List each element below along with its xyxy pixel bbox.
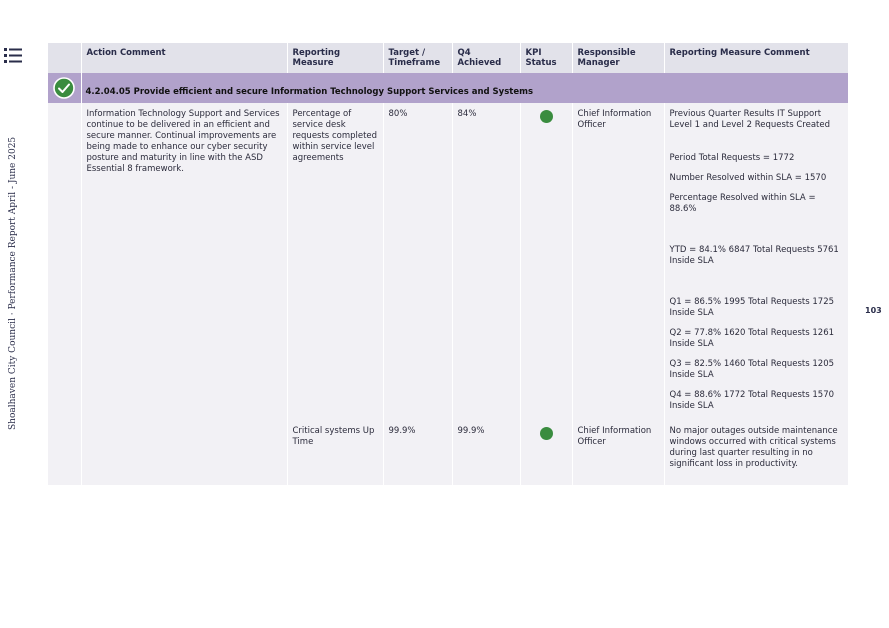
check-circle-icon: [53, 77, 75, 99]
header-kpi-status: KPI Status: [520, 43, 572, 73]
comment-line: Percentage Resolved within SLA = 88.6%: [669, 193, 816, 214]
action-comment-cell: Information Technology Support and Services continue to be delivered in an efficient and secure manner. Continual improvements are being made to enhance our cyber security posture and maturity in line with the ASD Essential 8 framework.: [86, 109, 280, 174]
list-menu-icon[interactable]: [4, 47, 22, 64]
header-responsible-manager: Responsible Manager: [572, 43, 664, 73]
q4-achieved-cell: 84%: [457, 109, 477, 119]
header-blank: [48, 43, 81, 73]
responsible-manager-cell: Chief Information Officer: [577, 109, 652, 130]
action-comment-cell: [82, 420, 287, 426]
comment-line: Previous Quarter Results IT Support Level 1 and Level 2 Requests Created: [669, 109, 830, 130]
target-cell: 99.9%: [388, 426, 416, 436]
comment-line: Period Total Requests = 1772: [669, 153, 795, 163]
header-measure-comment: Reporting Measure Comment: [664, 43, 848, 73]
comment-line: Number Resolved within SLA = 1570: [669, 173, 827, 183]
goal-title: 4.2.04.05 Provide efficient and secure Information Technology Support Services and Systems: [85, 86, 534, 97]
measure-comment-cell: No major outages outside maintenance windows occurred with critical systems during last quarter resulting in no significant loss in productivity.: [669, 426, 838, 469]
table-header-row: [48, 43, 848, 73]
target-cell: 80%: [388, 109, 408, 119]
page-number: 103: [865, 306, 882, 315]
goal-row: [48, 73, 848, 103]
comment-line: Q3 = 82.5% 1460 Total Requests 1205 Inside SLA: [669, 359, 835, 380]
table-row: [48, 103, 848, 420]
reporting-measure-cell: Critical systems Up Time: [292, 426, 375, 447]
measure-comment-cell: [665, 103, 848, 412]
comment-line: Q4 = 88.6% 1772 Total Requests 1570 Inside SLA: [669, 390, 835, 411]
report-title: Shoalhaven City Council · Performance Report April - June 2025: [8, 136, 18, 430]
q4-achieved-cell: 99.9%: [457, 426, 485, 436]
header-target: Target / Timeframe: [383, 43, 452, 73]
header-action-comment: Action Comment: [81, 43, 287, 73]
comment-line: Q2 = 77.8% 1620 Total Requests 1261 Inside SLA: [669, 328, 835, 349]
comment-line: Q1 = 86.5% 1995 Total Requests 1725 Inside SLA: [669, 297, 835, 318]
reporting-measure-cell: Percentage of service desk requests completed within service level agreements: [292, 109, 378, 163]
header-reporting-measure: Reporting Measure: [287, 43, 383, 73]
header-q4-achieved: Q4 Achieved: [452, 43, 520, 73]
table-row: [48, 420, 848, 485]
responsible-manager-cell: Chief Information Officer: [577, 426, 652, 447]
performance-table: [48, 43, 849, 485]
kpi-status-dot: [540, 110, 553, 123]
kpi-status-dot: [540, 427, 553, 440]
comment-line: YTD = 84.1% 6847 Total Requests 5761 Inside SLA: [669, 245, 839, 266]
